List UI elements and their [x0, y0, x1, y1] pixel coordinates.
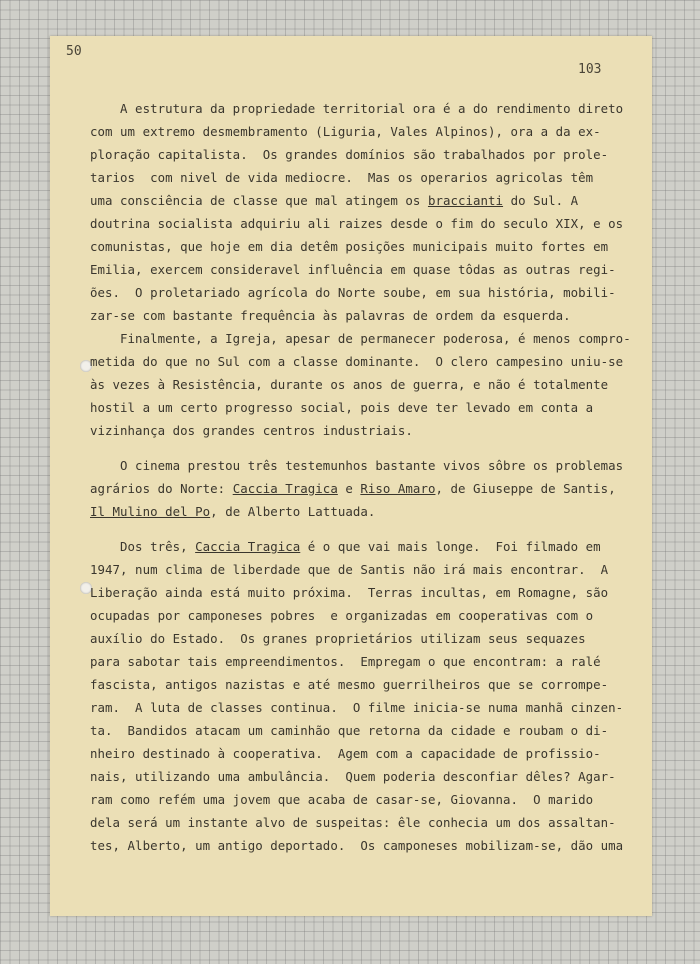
paragraph-gap — [90, 442, 630, 454]
underlined-title: Il Mulino del Po — [90, 504, 211, 519]
text-line: Liberação ainda está muito próxima. Terras incultas, em Romagne, são — [90, 585, 609, 600]
text-line: tarios com nivel de vida mediocre. Mas os operarios agricolas têm — [90, 170, 594, 185]
text-line: ta. Bandidos atacam um caminhão que retorna da cidade e roubam o di- — [90, 723, 609, 738]
text-line: 1947, num clima de liberdade que de Santis não irá mais encontrar. A — [90, 562, 609, 577]
underlined-title: braccianti — [427, 193, 504, 208]
text-line: comunistas, que hoje em dia detêm posições municipais muito fortes em — [90, 239, 609, 254]
underlined-title: Caccia Tragica — [232, 481, 338, 496]
text-line: doutrina socialista adquiriu ali raizes desde o fim do seculo XIX, e os — [90, 216, 624, 231]
underlined-title: Riso Amaro — [360, 481, 436, 496]
document-body — [90, 97, 630, 857]
text-line: Il Mulino del Po, de Alberto Lattuada. — [90, 504, 376, 519]
text-line: vizinhança dos grandes centros industriais. — [90, 423, 413, 438]
text-line: fascista, antigos nazistas e até mesmo guerrilheiros que se corrompe- — [90, 677, 609, 692]
text-line: A estrutura da propriedade territorial ora é a do rendimento direto — [90, 101, 624, 116]
paragraph — [90, 535, 630, 857]
text-line: zar-se com bastante frequência às palavras de ordem da esquerda. — [90, 308, 571, 323]
text-line: ram. A luta de classes continua. O filme inicia-se numa manhã cinzen- — [90, 700, 624, 715]
text-line: dela será um instante alvo de suspeitas: êle conhecia um dos assaltan- — [90, 815, 616, 830]
text-line: tes, Alberto, um antigo deportado. Os camponeses mobilizam-se, dão uma — [90, 838, 624, 853]
text-line: hostil a um certo progresso social, pois deve ter levado em conta a — [90, 400, 594, 415]
folio-number: 50 — [66, 44, 82, 59]
underlined-title: Caccia Tragica — [195, 539, 301, 554]
text-line: para sabotar tais empreendimentos. Empregam o que encontram: a ralé — [90, 654, 601, 669]
page-number: 103 — [578, 62, 602, 77]
paragraph — [90, 454, 630, 523]
text-line: com um extremo desmembramento (Liguria, Vales Alpinos), ora a da ex- — [90, 124, 601, 139]
text-line: nheiro destinado à cooperativa. Agem com a capacidade de profissio- — [90, 746, 601, 761]
paragraph-gap — [90, 523, 630, 535]
text-line: metida do que no Sul com a classe dominante. O clero campesino uniu-se — [90, 354, 624, 369]
text-line: uma consciência de classe que mal atingem os braccianti do Sul. A — [90, 193, 579, 208]
text-line: Emilia, exercem consideravel influência em quase tôdas as outras regi- — [90, 262, 616, 277]
text-line: ocupadas por camponeses pobres e organizadas em cooperativas com o — [90, 608, 594, 623]
text-line: ploração capitalista. Os grandes domínios são trabalhados por prole- — [90, 147, 609, 162]
text-line: ões. O proletariado agrícola do Norte soube, em sua história, mobili- — [90, 285, 616, 300]
text-line: Finalmente, a Igreja, apesar de permanecer poderosa, é menos compro- — [90, 331, 631, 346]
text-line: nais, utilizando uma ambulância. Quem poderia desconfiar dêles? Agar- — [90, 769, 616, 784]
text-line: Dos três, Caccia Tragica é o que vai mais longe. Foi filmado em — [90, 539, 601, 554]
paragraph — [90, 327, 630, 442]
text-line: ram como refém uma jovem que acaba de casar-se, Giovanna. O marido — [90, 792, 594, 807]
text-line: agrários do Norte: Caccia Tragica e Riso Amaro, de Giuseppe de Santis, — [90, 481, 616, 496]
text-line: auxílio do Estado. Os granes proprietários utilizam seus sequazes — [90, 631, 586, 646]
text-line: às vezes à Resistência, durante os anos de guerra, e não é totalmente — [90, 377, 609, 392]
text-line: O cinema prestou três testemunhos bastante vivos sôbre os problemas — [90, 458, 624, 473]
paragraph — [90, 97, 630, 327]
